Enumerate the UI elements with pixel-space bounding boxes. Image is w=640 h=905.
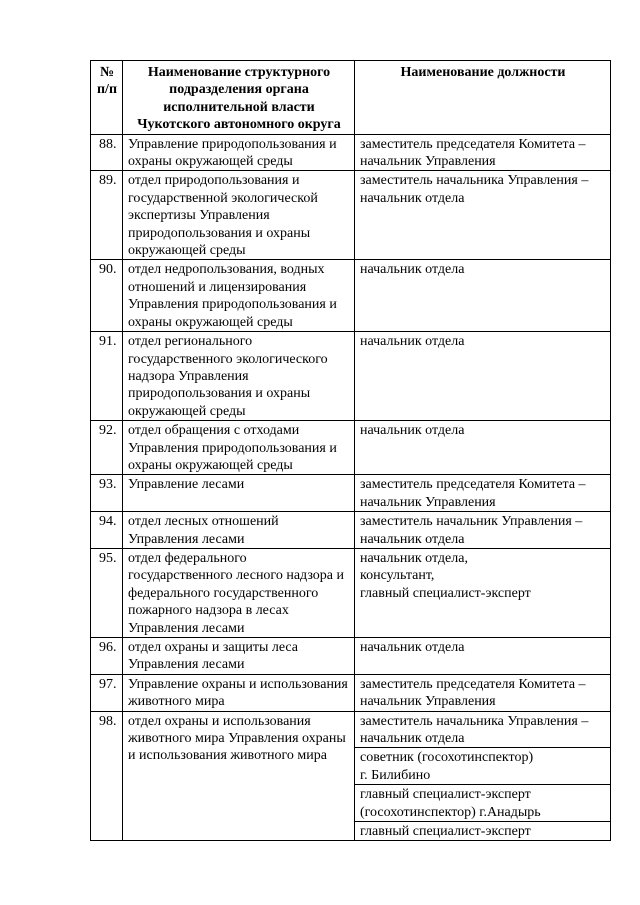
unit-name: Управление охраны и использования животного мира <box>123 674 355 711</box>
unit-name: Управление лесами <box>123 475 355 512</box>
position-cell <box>355 512 611 549</box>
unit-name: отдел регионального государственного экологического надзора Управления природопользования и охраны окружающей среды <box>123 332 355 421</box>
table-row <box>91 512 611 549</box>
unit-name: отдел природопользования и государственной экологической экспертизы Управления природопользования и охраны окружающей среды <box>123 171 355 260</box>
position-title: начальник отдела, консультант, главный специалист-эксперт <box>360 550 531 601</box>
unit-name: отдел охраны и защиты леса Управления лесами <box>123 638 355 675</box>
position-cell <box>355 421 611 475</box>
positions-table <box>90 60 611 841</box>
table-row <box>91 475 611 512</box>
table-header-row <box>91 61 611 135</box>
position-cell <box>355 638 611 675</box>
position-title: начальник отдела <box>360 423 465 439</box>
position-cell <box>355 711 611 841</box>
row-number: 97. <box>91 674 123 711</box>
unit-name: отдел лесных отношений Управления лесами <box>123 512 355 549</box>
position-cell <box>355 332 611 421</box>
position-title: начальник отдела <box>360 640 465 655</box>
table-row <box>91 134 611 171</box>
unit-name: отдел обращения с отходами Управления природопользования и охраны окружающей среды <box>123 421 355 475</box>
header-unit: Наименование структурного подразделения органа исполнительной власти Чукотского автономного округа <box>123 61 355 135</box>
header-number: № п/п <box>91 61 123 135</box>
row-number: 91. <box>91 332 123 421</box>
table-row <box>91 332 611 421</box>
table-body <box>91 134 611 841</box>
table-row <box>91 421 611 475</box>
row-number: 93. <box>91 475 123 512</box>
position-title: советник (госохотинспектор) г. Билибино <box>355 747 610 784</box>
position-cell <box>355 260 611 332</box>
position-title: главный специалист-эксперт <box>355 821 610 840</box>
position-title: заместитель начальника Управления – начальник отдела <box>360 713 589 747</box>
table-row <box>91 260 611 332</box>
unit-name: отдел охраны и использования животного мира Управления охраны и использования животного мира <box>123 711 355 841</box>
unit-name: Управление природопользования и охраны окружающей среды <box>123 134 355 171</box>
position-title: заместитель председателя Комитета – начальник Управления <box>360 136 586 170</box>
row-number: 94. <box>91 512 123 549</box>
position-title: главный специалист-эксперт (госохотинспектор) г.Анадырь <box>355 784 610 821</box>
position-title: заместитель председателя Комитета – начальник Управления <box>360 477 586 510</box>
unit-name: отдел недропользования, водных отношений и лицензирования Управления природопользования и охраны окружающей среды <box>123 260 355 332</box>
row-number: 92. <box>91 421 123 475</box>
row-number: 88. <box>91 134 123 171</box>
table-row <box>91 638 611 675</box>
position-title: заместитель начальника Управления – начальник отдела <box>360 173 589 206</box>
position-title: начальник отдела <box>360 334 465 350</box>
table-row <box>91 171 611 260</box>
position-title: заместитель начальник Управления – начальник отдела <box>360 514 583 547</box>
table-row <box>91 548 611 637</box>
unit-name: отдел федерального государственного лесного надзора и федерального государственного пожарного надзора в лесах Управления лесами <box>123 548 355 637</box>
row-number: 89. <box>91 171 123 260</box>
position-cell <box>355 134 611 171</box>
position-title: начальник отдела <box>360 262 465 278</box>
row-number: 98. <box>91 711 123 841</box>
table-row <box>91 674 611 711</box>
position-cell <box>355 475 611 512</box>
position-cell <box>355 548 611 637</box>
position-title: заместитель председателя Комитета – начальник Управления <box>360 676 586 710</box>
row-number: 90. <box>91 260 123 332</box>
position-cell <box>355 171 611 260</box>
row-number: 95. <box>91 548 123 637</box>
table-row <box>91 711 611 841</box>
position-cell <box>355 674 611 711</box>
header-position: Наименование должности <box>355 61 611 135</box>
row-number: 96. <box>91 638 123 675</box>
